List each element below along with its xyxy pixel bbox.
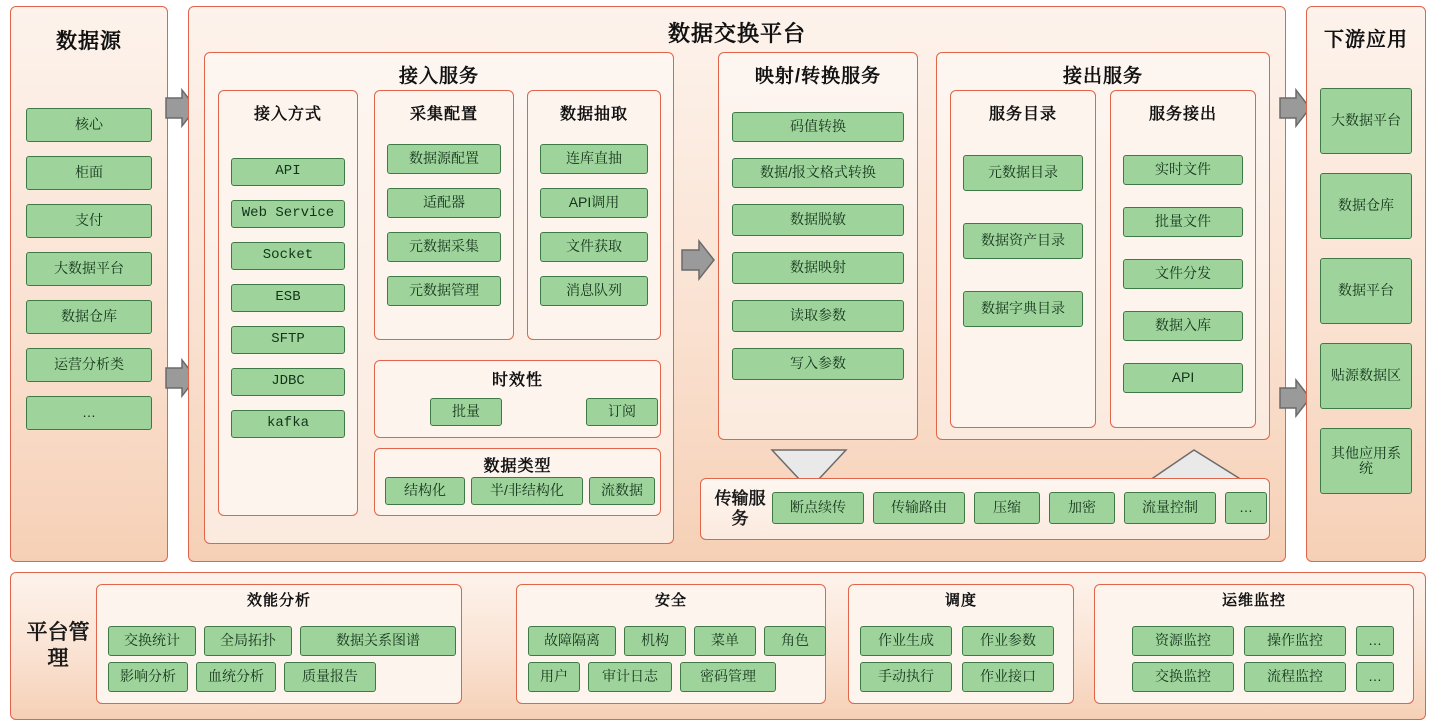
data-extract-title: 数据抽取 — [559, 106, 628, 123]
ops-monitor-item[interactable]: 流程监控 — [1244, 662, 1346, 692]
mapping-service-item[interactable]: 码值转换 — [732, 112, 904, 142]
ops-monitor-row1 — [1132, 626, 1394, 656]
downstream-item[interactable]: 贴源数据区 — [1320, 343, 1412, 409]
efficiency-analysis-item[interactable]: 全局拓扑 — [204, 626, 292, 656]
service-deliver-items — [1123, 155, 1243, 393]
efficiency-analysis-row1 — [108, 626, 456, 656]
efficiency-analysis-item[interactable]: 交换统计 — [108, 626, 196, 656]
efficiency-analysis-item[interactable]: 数据关系图谱 — [300, 626, 456, 656]
downstream-items — [1320, 88, 1412, 494]
ops-monitor-item[interactable]: … — [1356, 626, 1394, 656]
collect-config-items — [387, 144, 501, 306]
downstream-title: 下游应用 — [1324, 29, 1408, 51]
datasource-item[interactable]: 支付 — [26, 204, 152, 238]
transport-service-item[interactable]: … — [1225, 492, 1267, 524]
service-catalog-items — [963, 155, 1083, 327]
mapping-service-items — [732, 112, 904, 380]
downstream-item[interactable]: 其他应用系统 — [1320, 428, 1412, 494]
access-method-item[interactable]: Web Service — [231, 200, 345, 228]
access-method-item[interactable]: ESB — [231, 284, 345, 312]
access-method-item[interactable]: SFTP — [231, 326, 345, 354]
mapping-service-item[interactable]: 写入参数 — [732, 348, 904, 380]
datatype-item[interactable]: 流数据 — [589, 477, 655, 505]
data-extract-items — [540, 144, 648, 306]
collect-config-item[interactable]: 数据源配置 — [387, 144, 501, 174]
security-item[interactable]: 审计日志 — [588, 662, 672, 692]
service-catalog-item[interactable]: 数据字典目录 — [963, 291, 1083, 327]
datatype-item[interactable]: 结构化 — [385, 477, 465, 505]
security-row2 — [528, 662, 776, 692]
collect-config-item[interactable]: 适配器 — [387, 188, 501, 218]
platform-management-title: 平台管理 — [26, 620, 90, 670]
timeliness-items — [430, 398, 658, 426]
security-item[interactable]: 菜单 — [694, 626, 756, 656]
downstream-item[interactable]: 大数据平台 — [1320, 88, 1412, 154]
datatype-item[interactable]: 半/非结构化 — [471, 477, 583, 505]
service-deliver-item[interactable]: API — [1123, 363, 1243, 393]
transport-service-item[interactable]: 压缩 — [974, 492, 1040, 524]
transport-service-item[interactable]: 流量控制 — [1124, 492, 1216, 524]
security-item[interactable]: 用户 — [528, 662, 580, 692]
scheduling-item[interactable]: 作业参数 — [962, 626, 1054, 656]
datasource-item[interactable]: 数据仓库 — [26, 300, 152, 334]
access-service-title: 接入服务 — [398, 66, 479, 87]
arrow-down-icon — [770, 448, 848, 482]
datasource-title: 数据源 — [56, 30, 122, 53]
access-method-item[interactable]: API — [231, 158, 345, 186]
access-method-title: 接入方式 — [253, 106, 322, 123]
mapping-service-title: 映射/转换服务 — [754, 66, 882, 87]
efficiency-analysis-title: 效能分析 — [246, 592, 311, 609]
collect-config-title: 采集配置 — [409, 106, 478, 123]
data-extract-item[interactable]: 连库直抽 — [540, 144, 648, 174]
security-item[interactable]: 故障隔离 — [528, 626, 616, 656]
datasource-item[interactable]: 柜面 — [26, 156, 152, 190]
efficiency-analysis-item[interactable]: 血统分析 — [196, 662, 276, 692]
transport-service-item[interactable]: 加密 — [1049, 492, 1115, 524]
mapping-service-item[interactable]: 数据/报文格式转换 — [732, 158, 904, 188]
datatype-items — [385, 477, 655, 505]
scheduling-row1 — [860, 626, 1054, 656]
timeliness-title: 时效性 — [491, 372, 543, 389]
service-catalog-title: 服务目录 — [988, 106, 1057, 123]
downstream-item[interactable]: 数据平台 — [1320, 258, 1412, 324]
mapping-service-item[interactable]: 数据脱敏 — [732, 204, 904, 236]
security-item[interactable]: 角色 — [764, 626, 826, 656]
service-catalog-item[interactable]: 数据资产目录 — [963, 223, 1083, 259]
service-deliver-item[interactable]: 批量文件 — [1123, 207, 1243, 237]
scheduling-row2 — [860, 662, 1054, 692]
timeliness-item[interactable]: 订阅 — [586, 398, 658, 426]
efficiency-analysis-row2 — [108, 662, 376, 692]
service-deliver-item[interactable]: 文件分发 — [1123, 259, 1243, 289]
ops-monitor-item[interactable]: 交换监控 — [1132, 662, 1234, 692]
transport-service-title: 传输服务 — [714, 489, 766, 528]
service-deliver-item[interactable]: 实时文件 — [1123, 155, 1243, 185]
transport-service-item[interactable]: 传输路由 — [873, 492, 965, 524]
datasource-item[interactable]: 核心 — [26, 108, 152, 142]
datasource-item[interactable]: … — [26, 396, 152, 430]
exchange-platform-title: 数据交换平台 — [667, 21, 806, 46]
security-row1 — [528, 626, 826, 656]
datasource-item[interactable]: 大数据平台 — [26, 252, 152, 286]
scheduling-title: 调度 — [944, 592, 977, 609]
ops-monitor-item[interactable]: 操作监控 — [1244, 626, 1346, 656]
scheduling-item[interactable]: 作业接口 — [962, 662, 1054, 692]
efficiency-analysis-item[interactable]: 质量报告 — [284, 662, 376, 692]
service-deliver-item[interactable]: 数据入库 — [1123, 311, 1243, 341]
output-service-title: 接出服务 — [1062, 66, 1143, 87]
datasource-item[interactable]: 运营分析类 — [26, 348, 152, 382]
datatype-title: 数据类型 — [483, 458, 552, 475]
downstream-item[interactable]: 数据仓库 — [1320, 173, 1412, 239]
mapping-service-item[interactable]: 数据映射 — [732, 252, 904, 284]
ops-monitor-item[interactable]: … — [1356, 662, 1394, 692]
data-extract-item[interactable]: 消息队列 — [540, 276, 648, 306]
data-extract-item[interactable]: 文件获取 — [540, 232, 648, 262]
service-deliver-title: 服务接出 — [1148, 106, 1217, 123]
ops-monitor-row2 — [1132, 662, 1394, 692]
access-method-item[interactable]: JDBC — [231, 368, 345, 396]
transport-service-items — [772, 492, 1267, 524]
datasource-items — [26, 108, 152, 430]
collect-config-item[interactable]: 元数据管理 — [387, 276, 501, 306]
mapping-service-item[interactable]: 读取参数 — [732, 300, 904, 332]
collect-config-item[interactable]: 元数据采集 — [387, 232, 501, 262]
access-method-item[interactable]: Socket — [231, 242, 345, 270]
timeliness-item[interactable]: 批量 — [430, 398, 502, 426]
security-title: 安全 — [654, 592, 687, 609]
efficiency-analysis-item[interactable]: 影响分析 — [108, 662, 188, 692]
security-item[interactable]: 密码管理 — [680, 662, 776, 692]
scheduling-item[interactable]: 手动执行 — [860, 662, 952, 692]
service-catalog-item[interactable]: 元数据目录 — [963, 155, 1083, 191]
security-item[interactable]: 机构 — [624, 626, 686, 656]
ops-monitor-item[interactable]: 资源监控 — [1132, 626, 1234, 656]
access-method-items — [231, 158, 345, 438]
access-method-item[interactable]: kafka — [231, 410, 345, 438]
arrow-right-icon — [680, 238, 716, 282]
ops-monitor-title: 运维监控 — [1221, 592, 1286, 609]
data-extract-item[interactable]: API调用 — [540, 188, 648, 218]
transport-service-item[interactable]: 断点续传 — [772, 492, 864, 524]
scheduling-item[interactable]: 作业生成 — [860, 626, 952, 656]
arrow-up-icon — [1148, 448, 1244, 482]
